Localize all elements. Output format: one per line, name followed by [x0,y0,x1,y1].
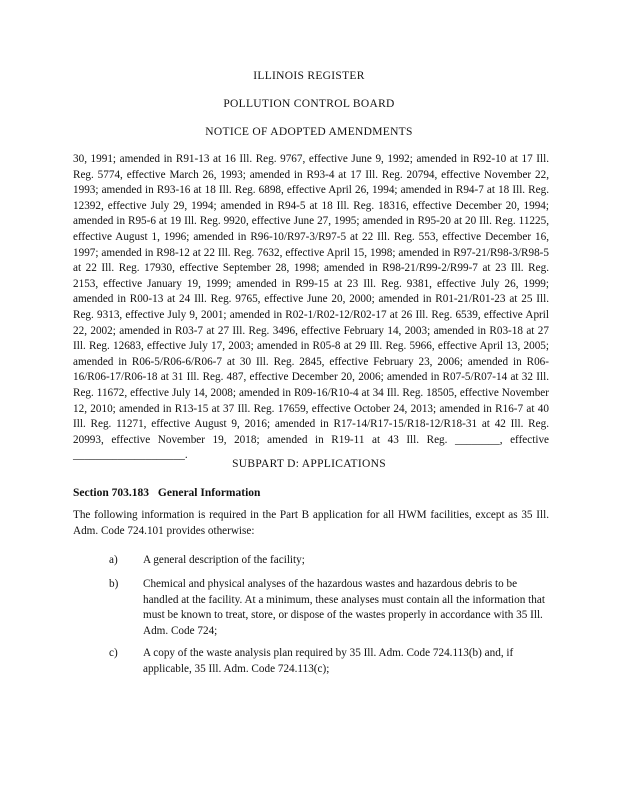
item-label: a) [109,554,118,566]
subpart-heading: SUBPART D: APPLICATIONS [232,458,386,470]
item-text: A copy of the waste analysis plan required by 35 Ill. Adm. Code 724.113(b) and, if applicable, 35 Ill. Adm. Code 724.113(c); [143,647,514,675]
register-header: ILLINOIS REGISTER [253,70,365,82]
source-note: 30, 1991; amended in R91-13 at 16 Ill. Reg. 9767, effective June 9, 1992; amended in R92-10 at 17 Ill. Reg. 5774, effective March 26, 1993; amended in R93-4 at 17 Ill. Reg. 20794, effective November 22, 1993; amended in R93-16 at 18 Ill. Reg. 6898, effective April 26, 1994; amended in R94-7 at 18 Ill. Reg. 12392, effective July 29, 1994; amended in R94-5 at 18 Ill. Reg. 18316, effective December 20, 1994; amended in R95-6 at 19 Ill. Reg. 9920, effective June 27, 1995; amended in R95-20 at 20 Ill. Reg. 11225, effective August 1, 1996; amended in R96-10/R97-3/R97-5 at 22 Ill. Reg. 553, effective December 16, 1997; amended in R98-12 at 22 Ill. Reg. 7632, effective April 15, 1998; amended in R97-21/R98-3/R98-5 at 22 Ill. Reg. 17930, effective September 28, 1998; amended in R98-21/R99-2/R99-7 at 23 Ill. Reg. 2153, effective January 19, 1999; amended in R99-15 at 23 Ill. Reg. 9381, effective July 26, 1999; amended in R00-13 at 24 Ill. Reg. 9765, effective June 20, 2000; amended in R01-21/R01-23 at 25 Ill. Reg. 9313, effective July 9, 2001; amended in R02-1/R02-12/R02-17 at 26 Ill. Reg. 6539, effective April 22, 2002; amended in R03-7 at 27 Ill. Reg. 3496, effective February 14, 2003; amended in R03-18 at 27 Ill. Reg. 12683, effective July 17, 2003; amended in R05-8 at 29 Ill. Reg. 5966, effective April 13, 2005; amended in R06-5/R06-6/R06-7 at 30 Ill. Reg. 2845, effective February 23, 2006; amended in R06-16/R06-17/R06-18 at 31 Ill. Reg. 487, effective December 20, 2006; amended in R07-5/R07-14 at 32 Ill. Reg. 11672, effective July 14, 2008; amended in R09-16/R10-4 at 34 Ill. Reg. 18505, effective November 12, 2010; amended in R13-15 at 37 Ill. Reg. 17659, effective October 24, 2013; amended in R16-7 at 40 Ill. Reg. 11271, effective August 9, 2016; amended in R17-14/R17-15/R18-12/R18-31 at 42 Ill. Reg. 20993, effective November 19, 2018; amended in R19-11 at 43 Ill. Reg. ________, effective ____________________. [73,153,549,462]
intro-paragraph: The following information is required in the Part B application for all HWM facilities, except as 35 Ill. Adm. Code 724.101 provides otherwise: [73,509,549,537]
notice-header: NOTICE OF ADOPTED AMENDMENTS [205,126,413,138]
section-heading [73,487,260,499]
section-title: General Information [157,487,261,499]
section-number: Section 703.183 [73,487,150,499]
item-text: A general description of the facility; [143,554,305,566]
item-label: b) [109,578,119,590]
item-label: c) [109,647,118,659]
board-header: POLLUTION CONTROL BOARD [223,98,395,110]
item-text: Chemical and physical analyses of the hazardous wastes and hazardous debris to be handled at the facility. At a minimum, these analyses must contain all the information that must be known to treat, store, or dispose of the wastes properly in accordance with 35 Ill. Adm. Code 724; [143,578,545,637]
